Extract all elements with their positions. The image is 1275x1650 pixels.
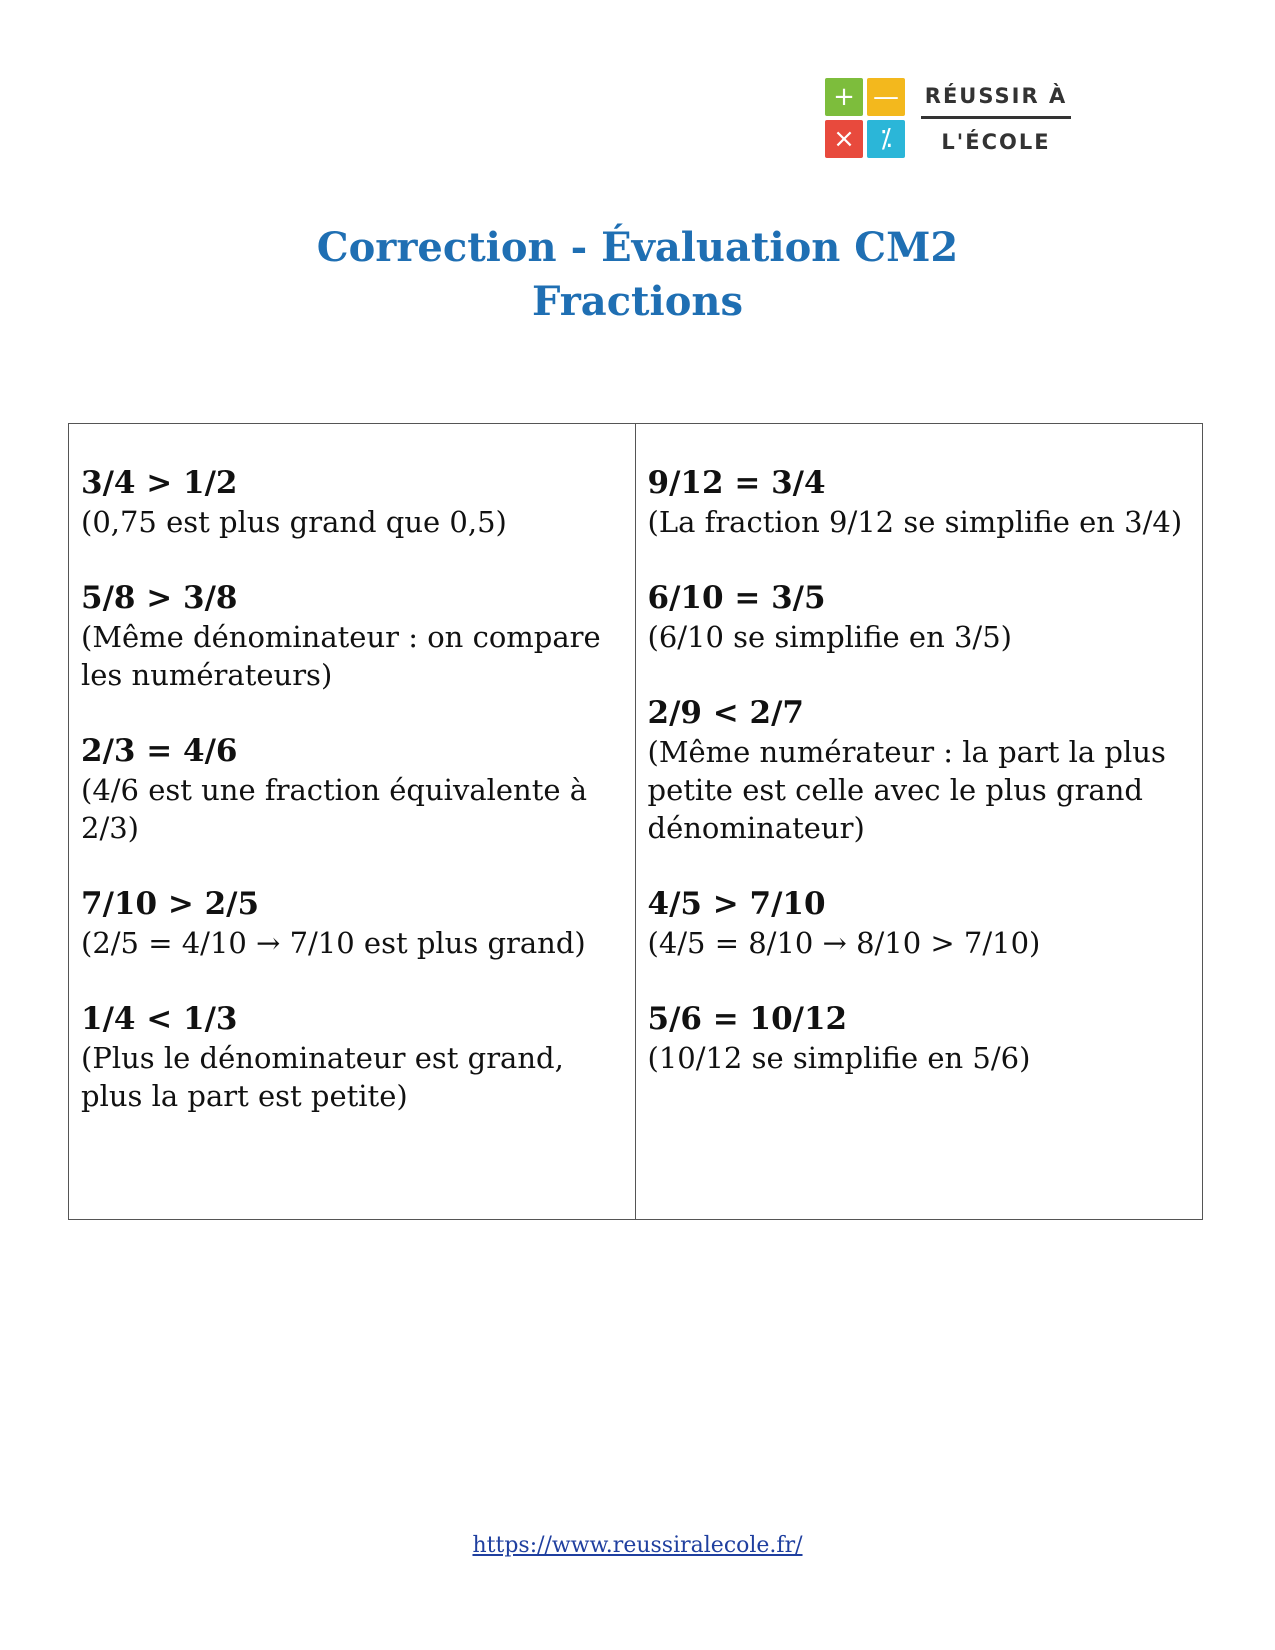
table-column-left	[69, 424, 636, 1219]
table-column-right	[636, 424, 1203, 1219]
comparison-explanation: (La fraction 9/12 se simplifie en 3/4)	[647, 505, 1183, 539]
plus-icon: +	[825, 78, 863, 116]
list-item	[648, 579, 1191, 656]
percent-icon: ⁒	[867, 120, 905, 158]
comparison-expression: 1/4 < 1/3	[81, 1001, 238, 1037]
logo-grid	[825, 78, 907, 160]
comparison-expression: 7/10 > 2/5	[81, 886, 260, 922]
comparison-expression: 5/6 = 10/12	[647, 1001, 848, 1037]
comparison-explanation: (0,75 est plus grand que 0,5)	[81, 505, 507, 539]
comparison-explanation: (10/12 se simplifie en 5/6)	[647, 1041, 1031, 1075]
list-item	[81, 464, 623, 541]
comparison-expression: 4/5 > 7/10	[647, 886, 826, 922]
comparison-expression: 2/3 = 4/6	[81, 733, 238, 769]
comparison-explanation: (Plus le dénominateur est grand, plus la part est petite)	[81, 1041, 564, 1113]
correction-table	[68, 423, 1203, 1220]
list-item	[648, 1000, 1191, 1077]
comparison-expression: 5/8 > 3/8	[81, 580, 238, 616]
logo-line-1: RÉUSSIR À	[924, 84, 1068, 108]
list-item	[81, 732, 623, 847]
comparison-explanation: (Même numérateur : la part la plus petite est celle avec le plus grand dénominateur)	[647, 735, 1166, 845]
page-title: Correction - Évaluation CM2	[316, 224, 959, 271]
list-item	[81, 1000, 623, 1115]
comparison-explanation: (6/10 se simplifie en 3/5)	[647, 620, 1012, 654]
list-item	[648, 464, 1191, 541]
comparison-explanation: (2/5 = 4/10 → 7/10 est plus grand)	[81, 926, 586, 960]
list-item	[81, 579, 623, 694]
list-item	[81, 885, 623, 962]
website-link[interactable]: https://www.reussiralecole.fr/	[472, 1533, 803, 1558]
minus-icon: —	[867, 78, 905, 116]
times-icon: ×	[825, 120, 863, 158]
list-item	[648, 885, 1191, 962]
logo-divider	[921, 116, 1071, 119]
comparison-expression: 9/12 = 3/4	[647, 465, 826, 501]
page-subtitle: Fractions	[532, 278, 743, 325]
logo-text	[921, 78, 1071, 158]
comparison-expression: 3/4 > 1/2	[81, 465, 238, 501]
logo	[825, 78, 1075, 158]
comparison-explanation: (Même dénominateur : on compare les numérateurs)	[81, 620, 601, 692]
comparison-explanation: (4/5 = 8/10 → 8/10 > 7/10)	[647, 926, 1041, 960]
comparison-explanation: (4/6 est une fraction équivalente à 2/3)	[81, 773, 588, 845]
comparison-expression: 6/10 = 3/5	[647, 580, 826, 616]
comparison-expression: 2/9 < 2/7	[647, 695, 804, 731]
list-item	[648, 694, 1191, 847]
logo-line-2: L'ÉCOLE	[941, 130, 1051, 154]
